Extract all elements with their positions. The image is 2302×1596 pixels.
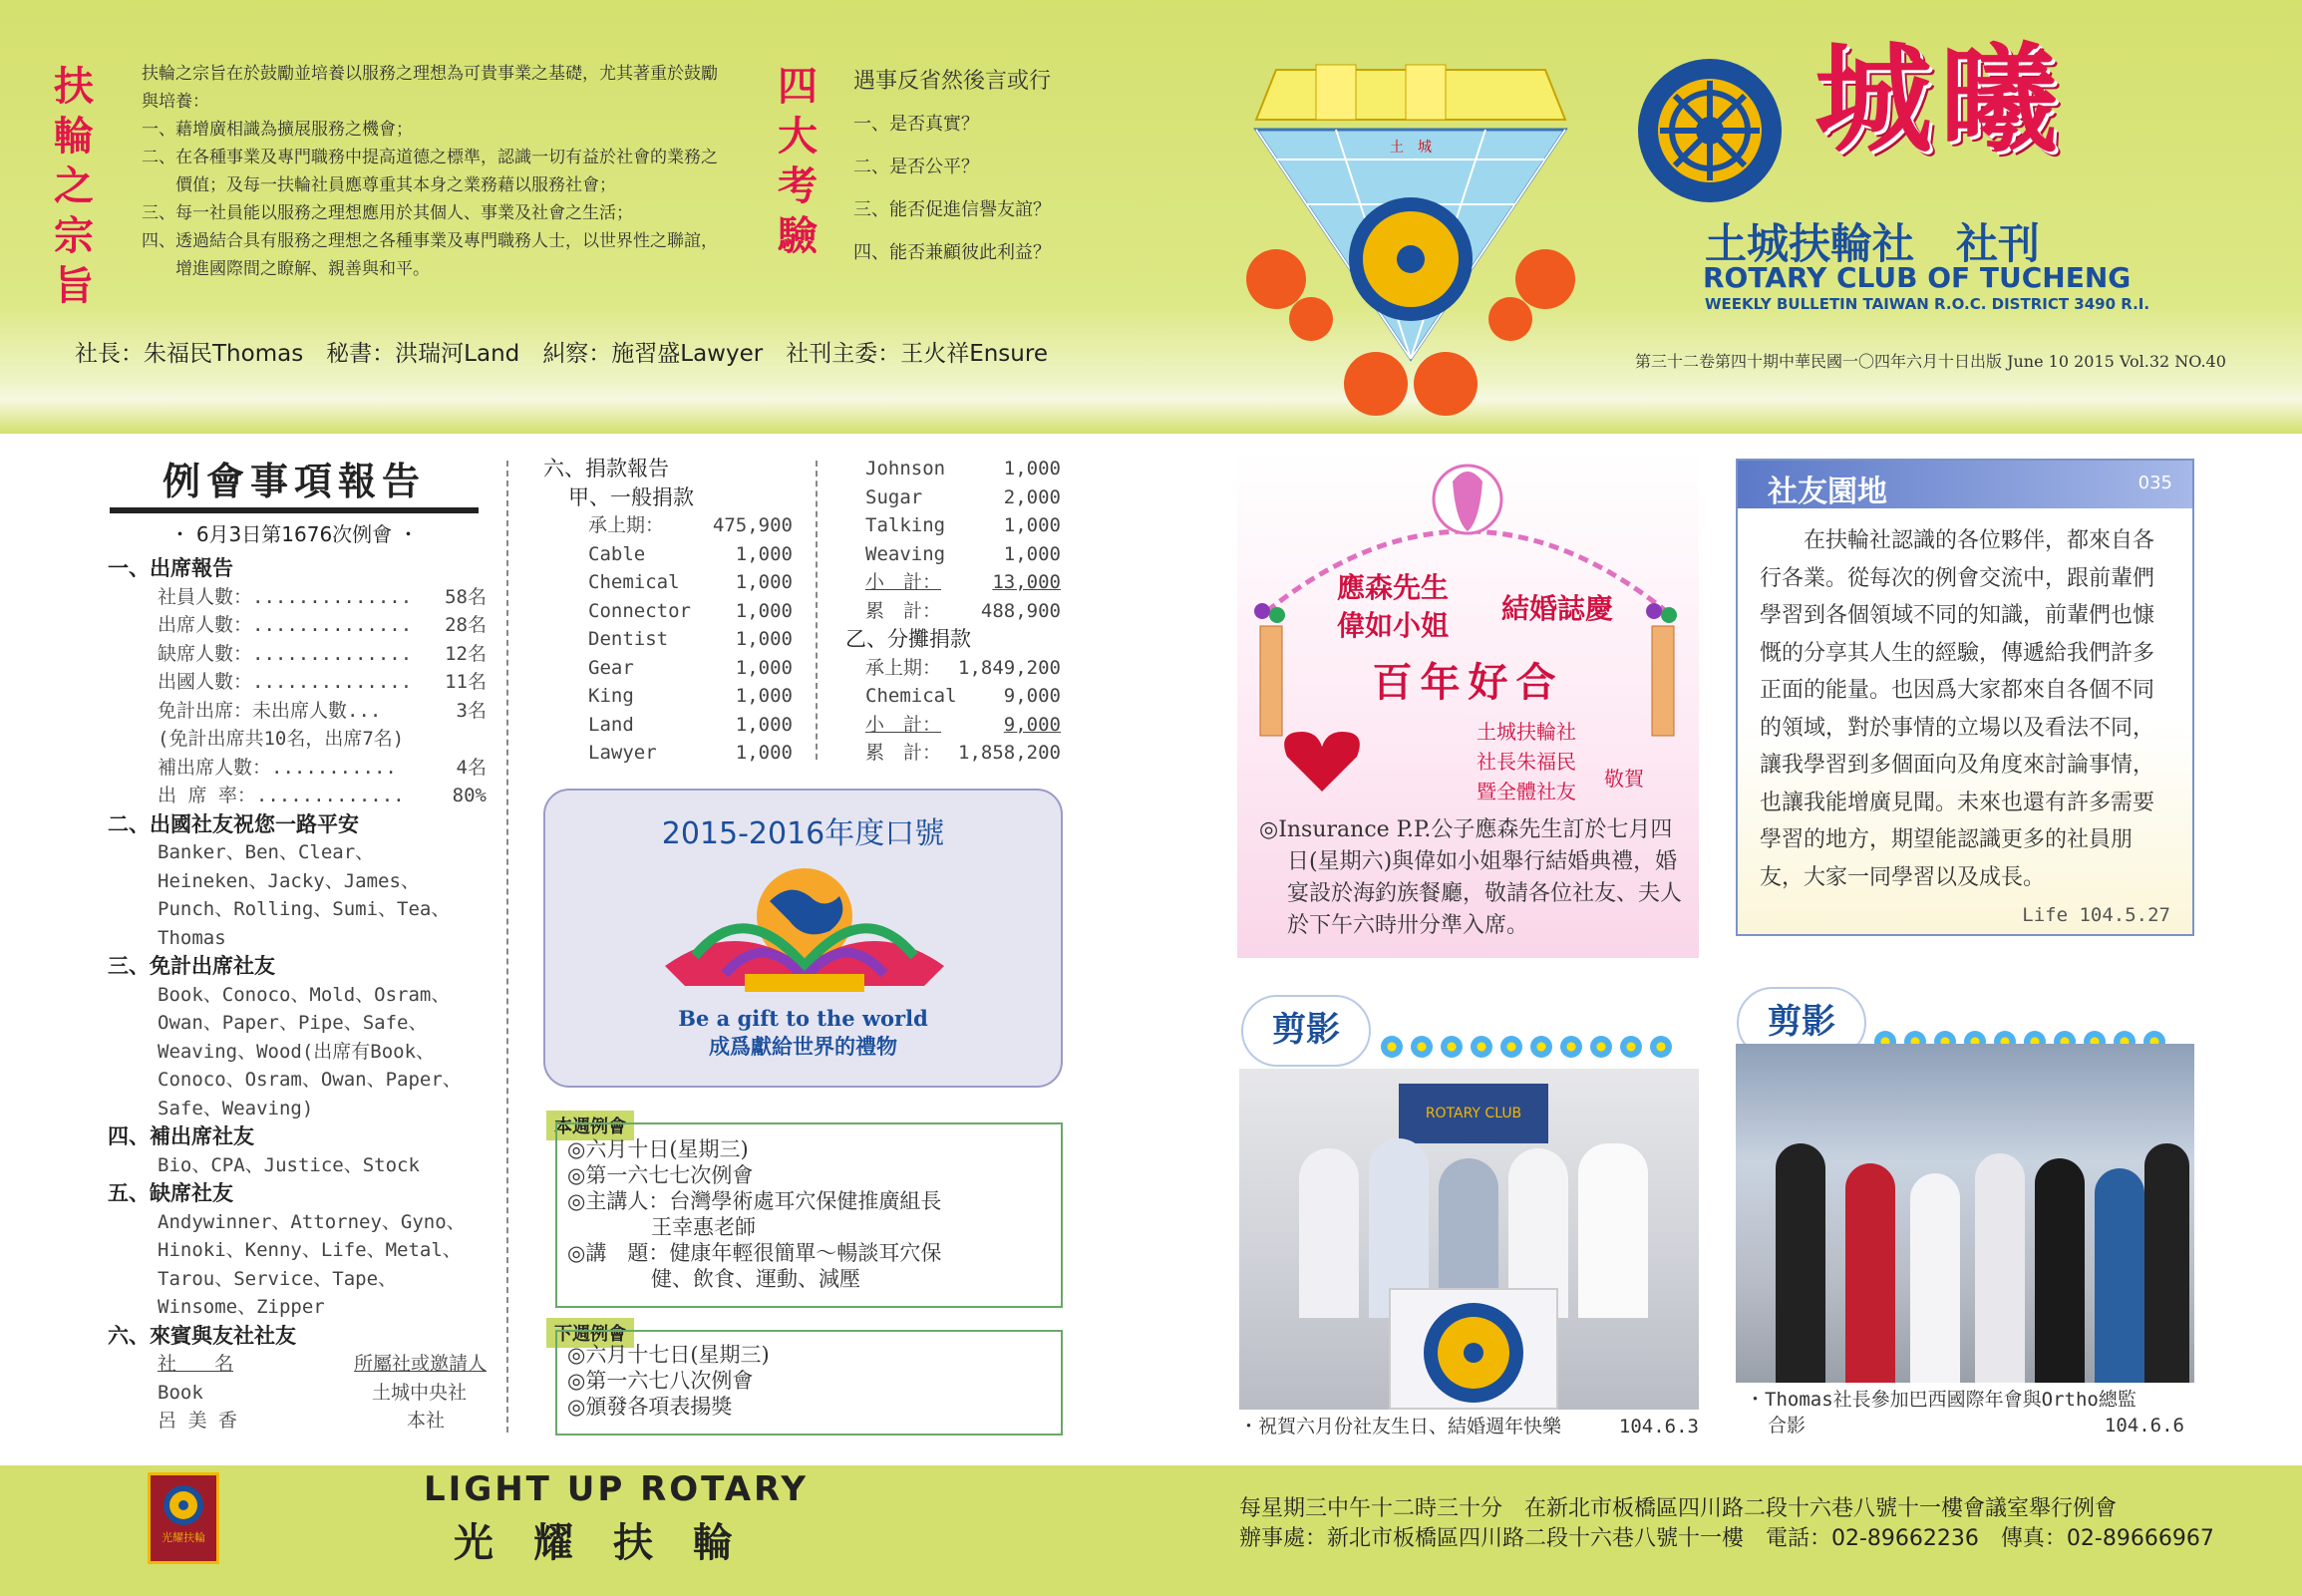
- photo-brazil-convention: [1736, 1044, 2194, 1383]
- test-intro: 遇事反省然後言或行: [853, 69, 1052, 94]
- slogan-cn: 成爲獻給世界的禮物: [709, 1035, 897, 1059]
- list-item: Owan、Paper、Pipe、Safe、: [158, 1012, 428, 1034]
- table-row: Johnson 1,000: [865, 458, 1061, 479]
- list-item: Andywinner、Attorney、Gyno、: [158, 1210, 466, 1233]
- wedding-headline: 結婚誌慶: [1501, 592, 1614, 625]
- table-row: Sugar 2,000: [865, 485, 1061, 508]
- list-item: Safe、Weaving): [158, 1097, 314, 1119]
- table-row: 承上期： 1,849,200: [865, 656, 1061, 679]
- photo-birthday-celebration: [1239, 1069, 1699, 1410]
- club-name-en: ROTARY CLUB OF TUCHENG: [1703, 261, 2132, 294]
- test-3: 三、能否促進信譽友誼？: [853, 199, 1051, 220]
- list-item: Conoco、Osram、Owan、Paper、: [158, 1069, 462, 1091]
- share-head: 乙、分攤捐款: [845, 627, 971, 651]
- officers-line: 社長：朱福民Thomas 秘書：洪瑞河Land 糾察：施習盛Lawyer 社刊主委：王火祥Ensure: [75, 341, 1048, 367]
- tenets-intro: 扶輪之宗旨在於鼓勵並培養以服務之理想為可貴事業之基礎，尤其著重於鼓勵與培養：: [142, 64, 718, 112]
- table-row: Dentist 1,000: [588, 628, 793, 650]
- photo-badge: 剪影: [1737, 987, 1866, 1059]
- list-item: Tarou、Service、Tape、: [158, 1267, 398, 1290]
- abroad-head: 二、出國社友祝您一路平安: [108, 811, 359, 836]
- table-row: 呂 美 香 本社: [158, 1410, 445, 1432]
- attendance-row: 出席人數：.............. 28名: [158, 614, 487, 636]
- subtotal-row: 小 計： 13,000: [865, 571, 1061, 593]
- exempt-note: (免計出席共10名，出席7名): [158, 728, 405, 750]
- meeting-number: ・ 6月3日第1676次例會 ・: [169, 522, 419, 546]
- slogan-title: 2015-2016年度口號: [661, 816, 945, 851]
- meeting-info: 每星期三中午十二時三十分 在新北市板橋區四川路二段十六巷八號十一樓會議室舉行例會: [1239, 1496, 2118, 1521]
- attendance-head: 一、出席報告: [108, 556, 233, 580]
- this-week-box: [555, 1122, 1063, 1308]
- list-item: Book、Conoco、Mold、Osram、: [158, 983, 451, 1006]
- next-week-line: ◎第一六七八次例會: [567, 1369, 754, 1393]
- table-row: 承上期： 475,900: [588, 514, 793, 536]
- attendance-row: 社員人數：.............. 58名: [158, 585, 487, 608]
- tenet-2: 二、在各種事業及專門職務中提高道德之標準，認識一切有益於社會的業務之價值；及每一扶輪社員應尊重其本身之業務藉以服務社會；: [142, 148, 718, 195]
- wedding-card: [1237, 452, 1699, 958]
- this-week-line: 王幸惠老師: [567, 1215, 756, 1239]
- makeup-head: 四、補出席社友: [108, 1124, 254, 1148]
- tenets-title: 扶輪之宗旨: [54, 63, 94, 309]
- rotary-wheel-logo: [1635, 56, 1785, 205]
- tenet-1: 一、藉增廣相識為擴展服務之機會；: [142, 120, 413, 140]
- slogan-box: [543, 789, 1063, 1088]
- absent-head: 五、缺席社友: [108, 1181, 233, 1205]
- table-row: Talking 1,000: [865, 514, 1061, 536]
- table-row: Book 土城中央社: [158, 1381, 467, 1404]
- diamond-logo-text: 土 城: [1390, 140, 1432, 156]
- club-subtitle: WEEKLY BULLETIN TAIWAN R.O.C. DISTRICT 3490 R.I.: [1705, 295, 2150, 313]
- gift-world-icon: [545, 856, 1065, 1006]
- table-row: Land 1,000: [588, 713, 793, 736]
- member-corner-sign: Life 104.5.27: [2022, 904, 2170, 926]
- this-week-line: ◎講 題：健康年輕很簡單～暢談耳穴保: [567, 1241, 942, 1265]
- list-item: Thomas: [158, 926, 226, 949]
- attendance-row: 出國人數：.............. 11名: [158, 671, 487, 693]
- heart-icon: [1277, 727, 1367, 797]
- this-week-line: ◎六月十日(星期三): [567, 1137, 749, 1161]
- member-corner-title: 社友園地: [1768, 475, 1887, 509]
- total-row: 累 計： 1,858,200: [865, 742, 1061, 764]
- donation-right: [845, 455, 1061, 768]
- footer-slogan-en: LIGHT UP ROTARY: [424, 1469, 809, 1509]
- couple-names: 應森先生 偉如小姐: [1337, 571, 1450, 642]
- office-info: 辦事處：新北市板橋區四川路二段十六巷八號十一樓 電話：02-89662236 傳真：02-89666967: [1239, 1526, 2214, 1551]
- donation-head: 六、捐款報告: [543, 457, 669, 480]
- test-4: 四、能否兼顧彼此利益？: [853, 242, 1051, 263]
- tenets-block: [142, 60, 730, 283]
- total-row: 累 計： 488,900: [865, 599, 1061, 622]
- table-row: Lawyer 1,000: [588, 742, 793, 764]
- this-week-label: 本週例會: [546, 1111, 634, 1140]
- list-item: Hinoki、Kenny、Life、Metal、: [158, 1239, 462, 1261]
- wedding-respect: 敬賀: [1604, 767, 1644, 791]
- slogan-en: Be a gift to the world: [678, 1006, 928, 1031]
- member-corner-number: 035: [2138, 473, 2172, 493]
- this-week-line: ◎主講人：台灣學術處耳穴保健推廣組長: [567, 1189, 942, 1213]
- exempt-head: 三、免計出席社友: [108, 954, 275, 978]
- wedding-text: ◎Insurance P.P.公子應森先生訂於七月四日(星期六)與偉如小姐舉行結婚典禮，婚宴設於海釣族餐廳，敬請各位社友、夫人於下午六時卅分準入席。: [1259, 817, 1683, 938]
- table-row: Gear 1,000: [588, 656, 793, 679]
- test-1: 一、是否真實？: [853, 114, 979, 135]
- table-row: Chemical 9,000: [865, 685, 1061, 707]
- rate-row: 出 席 率：............. 80%: [158, 785, 487, 806]
- this-week-line: 健、飲食、運動、減壓: [567, 1267, 860, 1291]
- member-corner-box: [1736, 459, 2194, 936]
- rotary-wheel-icon: [162, 1483, 205, 1527]
- donation-left: [543, 455, 793, 768]
- next-week-line: ◎頒發各項表揚獎: [567, 1395, 733, 1419]
- list-item: Heineken、Jacky、James、: [158, 869, 420, 892]
- next-week-line: ◎六月十七日(星期三): [567, 1343, 770, 1367]
- table-row: Connector 1,000: [588, 599, 793, 622]
- tenet-3: 三、每一社員能以服務之理想應用於其個人、事業及社會之生活；: [142, 203, 633, 223]
- rotary-club-banner: ROTARY CLUB: [1399, 1084, 1548, 1143]
- photo-badge: 剪影: [1241, 995, 1371, 1067]
- lantern-text: 光耀扶輪: [162, 1531, 205, 1544]
- club-name-cn: 土城扶輪社 社刊: [1705, 219, 2041, 268]
- test-2: 二、是否公平？: [853, 157, 979, 177]
- report-body: [108, 554, 487, 1436]
- next-week-label: 下週例會: [546, 1318, 634, 1348]
- this-week-line: ◎第一六七七次例會: [567, 1163, 754, 1187]
- lantern-logo: [148, 1472, 219, 1564]
- attendance-row: 缺席人數：.............. 12名: [158, 642, 487, 665]
- issue-line: 第三十二卷第四十期中華民國一〇四年六月十日出版 June 10 2015 Vol.32 NO.40: [1635, 352, 2226, 371]
- rotary-wheel-icon: [1414, 1293, 1533, 1410]
- tucheng-diamond-logo: [1236, 60, 1585, 419]
- subtotal-row: 小 計： 9,000: [865, 713, 1061, 736]
- list-item: Weaving、Wood(出席有Book、: [158, 1040, 436, 1063]
- list-item: Winsome、Zipper: [158, 1296, 325, 1318]
- test-title: 四大考驗: [778, 63, 818, 259]
- next-week-box: [555, 1330, 1063, 1436]
- table-row: King 1,000: [588, 685, 793, 707]
- list-item: Punch、Rolling、Sumi、Tea、: [158, 898, 451, 920]
- member-corner-body: 在扶輪社認識的各位夥伴，都來自各行各業。從每次的例會交流中，跟前輩們學習到各個領域不同的知識，前輩們也慷慨的分享其人生的經驗，傳遞給我們許多正面的能量。也因爲大家都來自各個不同的領域，對於事情的立場以及看法不同，讓我學習到多個面向及角度來討論事情，也讓我能增廣見聞。未來也還有許多需要學習的地方，期望能認識更多的社員朋友，大家一同學習以及成長。: [1760, 528, 2155, 890]
- makeup-row: 補出席人數：........... 4名: [158, 756, 487, 779]
- four-way-test: [853, 60, 1113, 274]
- flower-border: [1381, 1032, 1672, 1062]
- attendance-row: 免計出席：未出席人數... 3名: [158, 699, 487, 722]
- member-corner-header: [1738, 461, 2192, 508]
- table-row: Cable 1,000: [588, 542, 793, 565]
- guests-header-row: 社 名 所屬社或邀請人: [158, 1353, 487, 1375]
- list-item: Bio、CPA、Justice、Stock: [158, 1153, 420, 1176]
- list-item: Banker、Ben、Clear、: [158, 841, 375, 863]
- footer-slogan-cn: 光 耀 扶 輪: [454, 1520, 733, 1566]
- guests-head: 六、來賓與友社社友: [108, 1323, 296, 1348]
- photo1-caption: ・祝賀六月份社友生日、結婚週年快樂 104.6.3: [1239, 1416, 1699, 1437]
- general-head: 甲、一般捐款: [568, 484, 694, 509]
- table-row: Weaving 1,000: [865, 542, 1061, 565]
- photo2-caption: ・Thomas社長參加巴西國際年會與Ortho總監 合影 104.6.6: [1746, 1389, 2184, 1436]
- bulletin-title: 城曦: [1814, 30, 2067, 168]
- wedding-sender: 土城扶輪社 社長朱福民 暨全體社友: [1477, 720, 1576, 803]
- report-title: 例會事項報告: [110, 451, 479, 513]
- wedding-blessing: 百年好合: [1372, 659, 1564, 706]
- tenet-4: 四、透過結合具有服務之理想之各種事業及專門職務人士，以世界性之聯誼，增進國際間之瞭解、親善與和平。: [142, 231, 718, 279]
- table-row: Chemical 1,000: [588, 571, 793, 593]
- wedding-arch-decoration: [1237, 452, 1699, 631]
